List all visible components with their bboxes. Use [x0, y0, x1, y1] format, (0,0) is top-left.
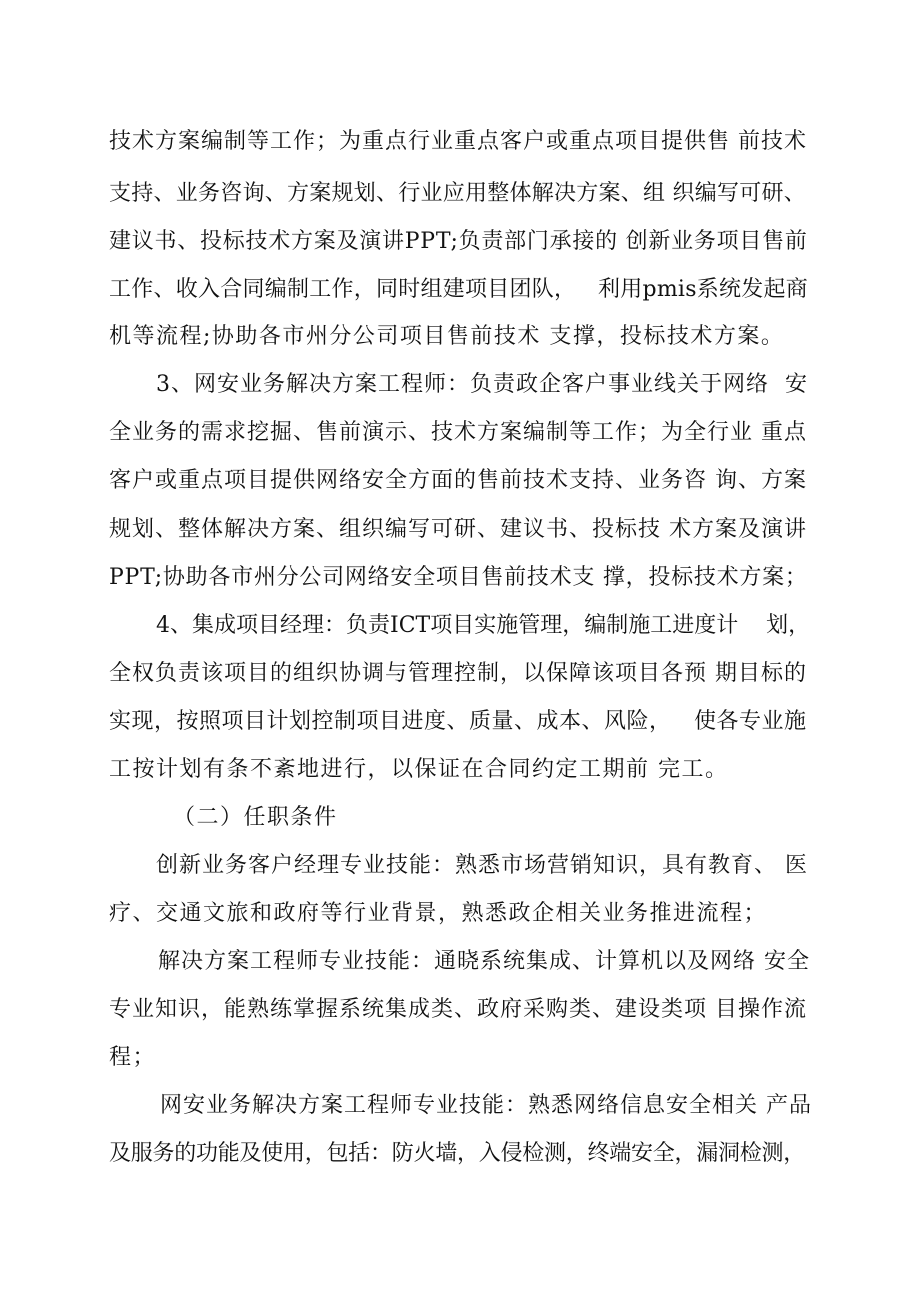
text-line: 网安业务解决方案工程师专业技能：熟悉网络信息安全相关 产品 — [160, 1093, 812, 1118]
text-line: 解决方案工程师专业技能：通晓系统集成、计算机以及网络 安全 — [158, 949, 810, 974]
text-line: 创新业务客户经理专业技能：熟悉市场营销知识，具有教育、 医 — [156, 853, 808, 878]
text-line: 工按计划有条不紊地进行，以保证在合同约定工期前 完工。 — [109, 757, 729, 782]
text-line: 支持、业务咨询、方案规划、行业应用整体解决方案、组 织编写可研、 — [109, 181, 806, 206]
text-line: 及服务的功能及使用，包括：防火墙，入侵检测，终端安全，漏洞检测， — [109, 1141, 806, 1166]
text-line: 规划、整体解决方案、组织编写可研、建议书、投标技 术方案及演讲 — [109, 517, 807, 542]
text-line: 4、集成项目经理：负责ICT项目实施管理，编制施工进度计 划， — [156, 613, 811, 638]
text-line: 客户或重点项目提供网络安全方面的售前技术支持、业务咨 询、方案 — [109, 468, 807, 493]
text-line: 全业务的需求挖掘、售前演示、技术方案编制等工作；为全行业 重点 — [109, 420, 807, 445]
text-line: 技术方案编制等工作；为重点行业重点客户或重点项目提供售 前技术 — [109, 129, 807, 154]
text-line: 程； — [109, 1045, 157, 1070]
text-line: 3、网安业务解决方案工程师：负责政企客户事业线关于网络 安 — [156, 372, 808, 397]
text-line: 建议书、投标技术方案及演讲PPT;负责部门承接的 创新业务项目售前 — [109, 229, 808, 254]
text-line: 专业知识，能熟练掌握系统集成类、政府采购类、建设类项 目操作流 — [109, 997, 807, 1022]
text-line: 机等流程;协助各市州分公司项目售前技术 支撑，投标技术方案。 — [109, 324, 785, 349]
text-line: 疗、交通文旅和政府等行业背景，熟悉政企相关业务推进流程； — [109, 901, 768, 926]
text-line: 全权负责该项目的组织协调与管理控制，以保障该项目各预 期目标的 — [109, 661, 807, 686]
section-heading: （二）任职条件 — [173, 805, 338, 830]
text-line: 工作、收入合同编制工作，同时组建项目团队， 利用pmis系统发起商 — [109, 277, 809, 302]
text-line: 实现，按照项目计划控制项目进度、质量、成本、风险， 使各专业施 — [109, 709, 807, 734]
text-line: PPT;协助各市州分公司网络安全项目售前技术支 撑，投标技术方案； — [109, 565, 808, 590]
